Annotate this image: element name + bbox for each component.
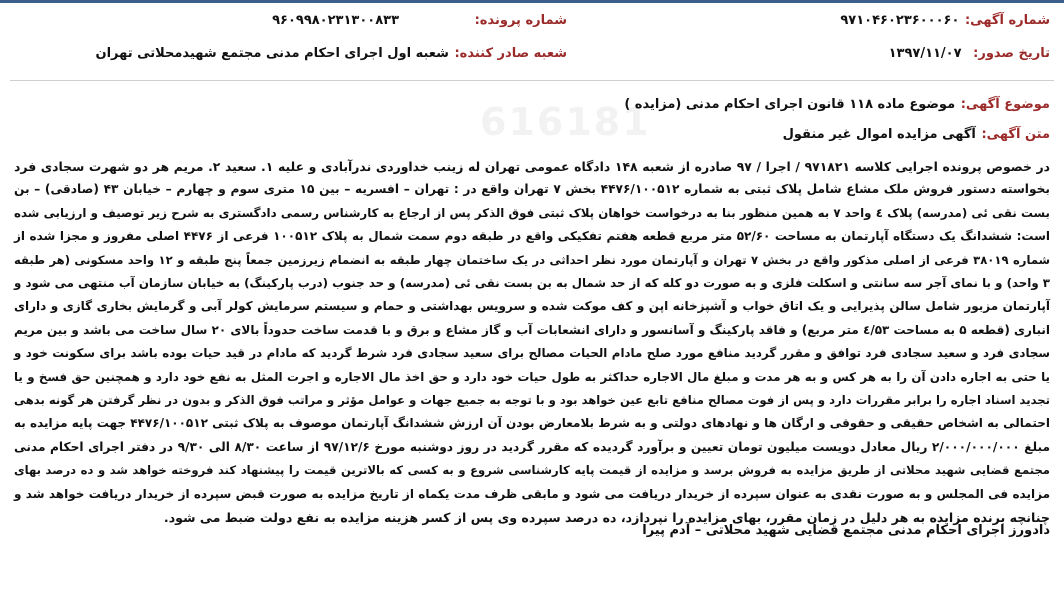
issuing-branch-label: شعبه صادر کننده: [454,46,567,61]
body-line: آپارتمان مزبور شامل سالن پذیرایی و یک اتاق خواب و آشپزخانه اپن و کف موکت شده و سرویس بهداشتی و حمام و سیستم سرمایش کولر آبی و گرمایش بخاری گازی و دارای [14,299,1050,314]
header-divider [10,80,1054,81]
text-title-row [783,123,1050,142]
issue-date-label: تاریخ صدور: [973,46,1050,61]
body-line: سجادی فرد و سعید سجادی فرد توافق و مقرر گردید منافع مورد صلح مادام الحیات مصالح برای سعید سجادی فرد شرط گردید که مادام در قید حیات بوده باشد برای سکونت خود و [14,346,1050,361]
case-number-row [272,9,567,28]
body-line: شماره ۳۸۰۱۹ فرعی از اصلی مذکور واقع در بخش ۷ تهران و آپارتمان مورد نظر احداثی در یک ساختمان چهار طبقه به انضمام زیرزمین جمعاً پنج طبقه و ۱۲ واحد مسکونی (هر طبقه [14,252,1050,267]
body-line: انباری (قطعه ۵ به مساحت ٤/۵۳ متر مربع) و فاقد پارکینگ و آسانسور و دارای انشعابات آب و گاز مشاع و برق و با قدمت ساخت حدوداً بالای ۲۰ سال ساخت می باشد و بین مریم [14,322,1050,337]
ad-number-row [840,9,1050,28]
body-line: تجدید اسناد اجاره را برابر مقررات دارد و پس از فوت مصالح منافع تابع عین خواهد بود و با توجه به جمیع جهات و عوامل مؤثر و مراتب فوق الذکر و بدون در نظر گرفتن هر گونه بدهی [14,393,1050,408]
issuing-branch: شعبه اول اجرای احکام مدنی مجتمع شهیدمحلاتی تهران [95,46,449,61]
body-line: در خصوص پرونده اجرایی کلاسه ۹۷۱۸۲۱ / اجرا / ۹۷ صادره از شعبه ۱۴۸ دادگاه عمومی تهران له زینب خداوردی ندرآبادی و علیه ۱. سعید ۲. مریم هر دو شهرت سجادی فرد [14,159,1050,174]
subject-label: موضوع آگهی: [960,97,1050,112]
body-line: بست نقی ئی (مدرسه) پلاک ٤ واحد ٧ به همین منظور بنا به درخواست خواهان پلاک ثبتی فوق الذکر پس از ارجاع به کارشناس رسمی دادگستری به شرح زیر توصیف و ارزیابی شده [14,205,1050,220]
issuing-branch-row [95,42,567,61]
body-line: چنانچه برنده مزایده به هر دلیل در زمان مقرر، بهای مزایده را نپردازد، ده درصد سپرده وی پس از کسر هزینه مزایده به نفع دولت ضبط می شود. [163,510,1050,526]
text-title-value: آگهی مزایده اموال غیر منقول [782,127,976,142]
body-line: ۳ واحد) و با نمای آجر سه سانتی و اسکلت فلزی و به صورت دو کله که از حد شمال به بن بست نقی ئی (مدرسه) و حد جنوب (درب پارکینگ) به خیابان سازمان آب منتهی می شود و [14,276,1050,291]
top-border [0,0,1064,3]
watermark: 616181 [480,100,651,144]
subject-value: موضوع ماده ۱۱۸ قانون اجرای احکام مدنی (مزایده ) [624,97,956,112]
body-line: مزایده فی المجلس و به صورت نقدی به عنوان سپرده از خریدار دریافت می شود و مابقی ظرف مدت یکماه از تاریخ مزایده به صورت قبض سپرده از خریدار دریافت خواهد شد و [14,486,1050,501]
body-line: بخواسته دستور فروش ملک مشاع شامل پلاک ثبتی به شماره ۴۴۷۶/۱۰۰۵۱۲ بخش ۷ تهران واقع در : تهران – افسریه – بین ۱۵ متری سوم و چهارم – خیابان ۴۳ (صادقی) – بن [14,182,1050,197]
issue-date-row [889,42,1050,61]
issue-date: ۱۳۹۷/۱۱/۰۷ [888,46,962,61]
text-title-label: متن آگهی: [981,127,1050,142]
ad-number: ۹۷۱۰۴۶۰۲۳۶۰۰۰۶۰ [840,13,960,28]
subject-row [624,93,1050,112]
body-line: مبلغ ۲/۰۰۰/۰۰۰/۰۰۰ ریال معادل دویست میلیون تومان تعیین و برآورد گردیده که مقرر گردید در روز دوشنبه مورخ ۹۷/۱۲/۶ از ساعت ۸/۳۰ الی ۹/۳۰ در دفتر اجرای احکام مدنی [14,439,1050,454]
case-number-label: شماره پرونده: [474,13,567,28]
body-line: است: ششدانگ یک دستگاه آپارتمان به مساحت ۵۲/۶۰ متر مربع قطعه هفتم تفکیکی واقع در طبقه دوم سمت شمال به پلاک ۱۰۰۵۱۲ فرعی از ۴۴۷۶ اصلی مفروز و مجزا شده از [14,229,1051,244]
signature: دادورز اجرای احکام مدنی مجتمع قضایی شهید محلاتی – آدم پیرا [642,523,1050,538]
case-number: ۹۶۰۹۹۸۰۲۳۱۳۰۰۸۳۳ [272,13,400,28]
notice-body [14,155,1050,530]
ad-number-label: شماره آگهی: [964,13,1050,28]
body-line: مجتمع قضایی شهید محلاتی از طریق مزایده به فروش برسد و مزایده از قیمت پایه کارشناسی شروع و به کسی که بالاترین قیمت را پیشنهاد کند فروخته خواهد شد و ده درصد بهای [14,463,1050,478]
body-line: یا حتی به اجاره دادن آن را به هر کس و به هر مدت و مبلغ مال الاجاره حداکثر به طول حیات خود دارد و حق اخذ مال الاجاره و اجرت المثل به نفع خود دارد و همچنین حق فسخ و یا [14,369,1050,384]
body-line: احتمالی به اشخاص حقیقی و حقوقی و ارگان ها و نهادهای دولتی و به شرط بلامعارض بودن آن ارزش ششدانگ آپارتمان موصوف به پلاک ثبتی ۴۴۷۶/۱۰۰۵۱۲ جهت پایه مزایده به [14,416,1050,431]
